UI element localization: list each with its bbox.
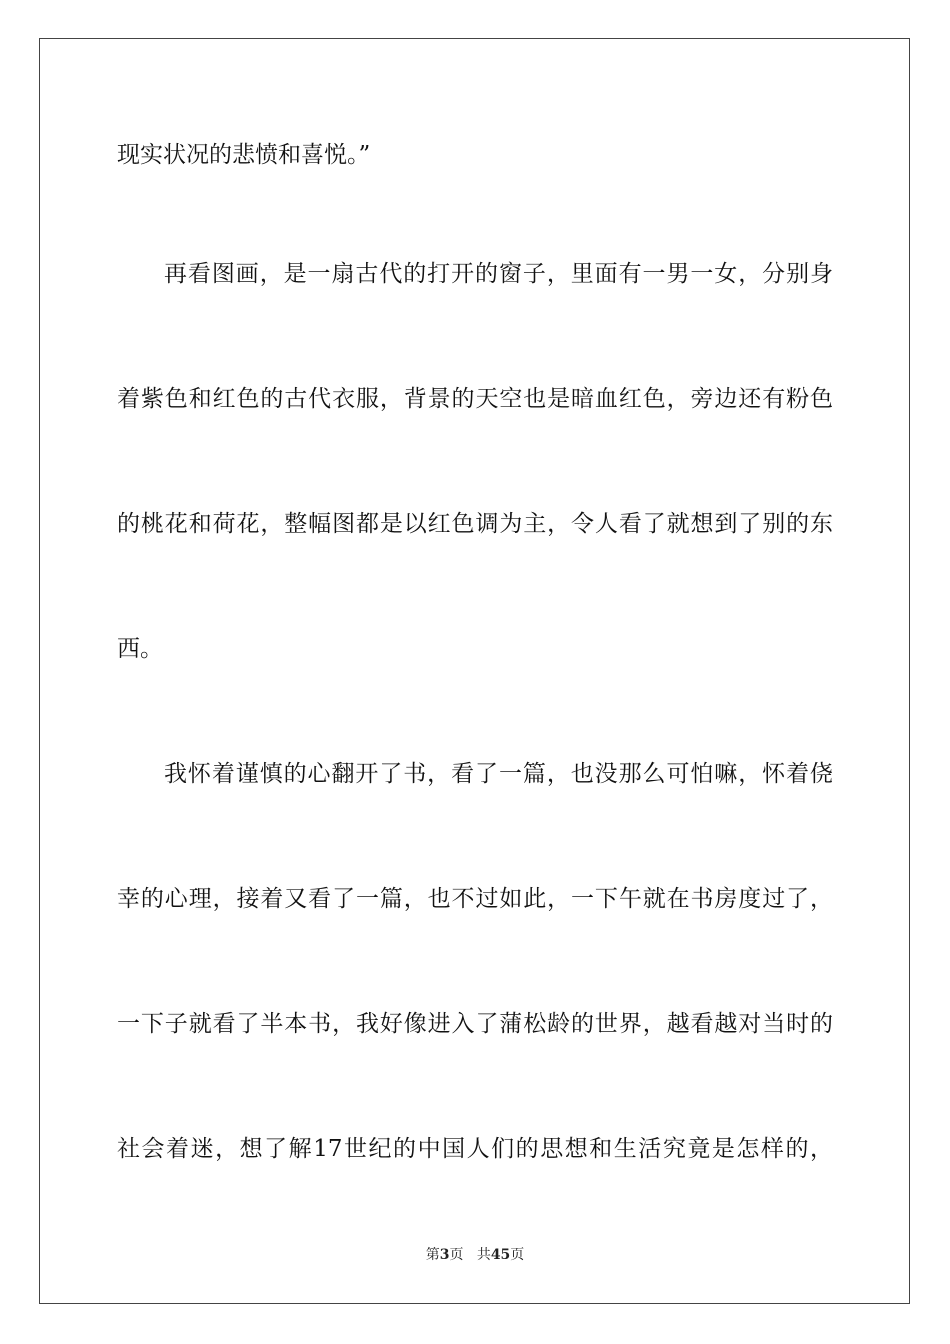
total-label-suffix: 页 (510, 1247, 525, 1263)
page-label-suffix: 页 (449, 1247, 464, 1263)
total-label-prefix: 共 (476, 1247, 491, 1263)
total-pages: 45 (490, 1247, 511, 1263)
text-line: 幸的心理，接着又看了一篇，也不过如此，一下午就在书房度过了， (117, 886, 833, 912)
text-line: 着紫色和红色的古代衣服，背景的天空也是暗血红色，旁边还有粉色 (117, 386, 833, 412)
page-border (39, 38, 910, 1304)
paragraph-first-line: 再看图画，是一扇古代的打开的窗子，里面有一男一女，分别身 (164, 261, 833, 287)
page-label-prefix: 第 (425, 1247, 440, 1263)
page-footer (0, 1246, 950, 1264)
text-line: 一下子就看了半本书，我好像进入了蒲松龄的世界，越看越对当时的 (117, 1011, 833, 1037)
text-line: 的桃花和荷花，整幅图都是以红色调为主，令人看了就想到了别的东 (117, 511, 833, 537)
text-line: 社会着迷，想了解17世纪的中国人们的思想和生活究竟是怎样的， (117, 1136, 833, 1162)
text-line: 现实状况的悲愤和喜悦。” (117, 142, 371, 168)
page-number: 3 (439, 1247, 450, 1263)
paragraph-first-line: 我怀着谨慎的心翻开了书，看了一篇，也没那么可怕嘛，怀着侥 (164, 761, 833, 787)
text-line: 西。 (117, 636, 163, 662)
